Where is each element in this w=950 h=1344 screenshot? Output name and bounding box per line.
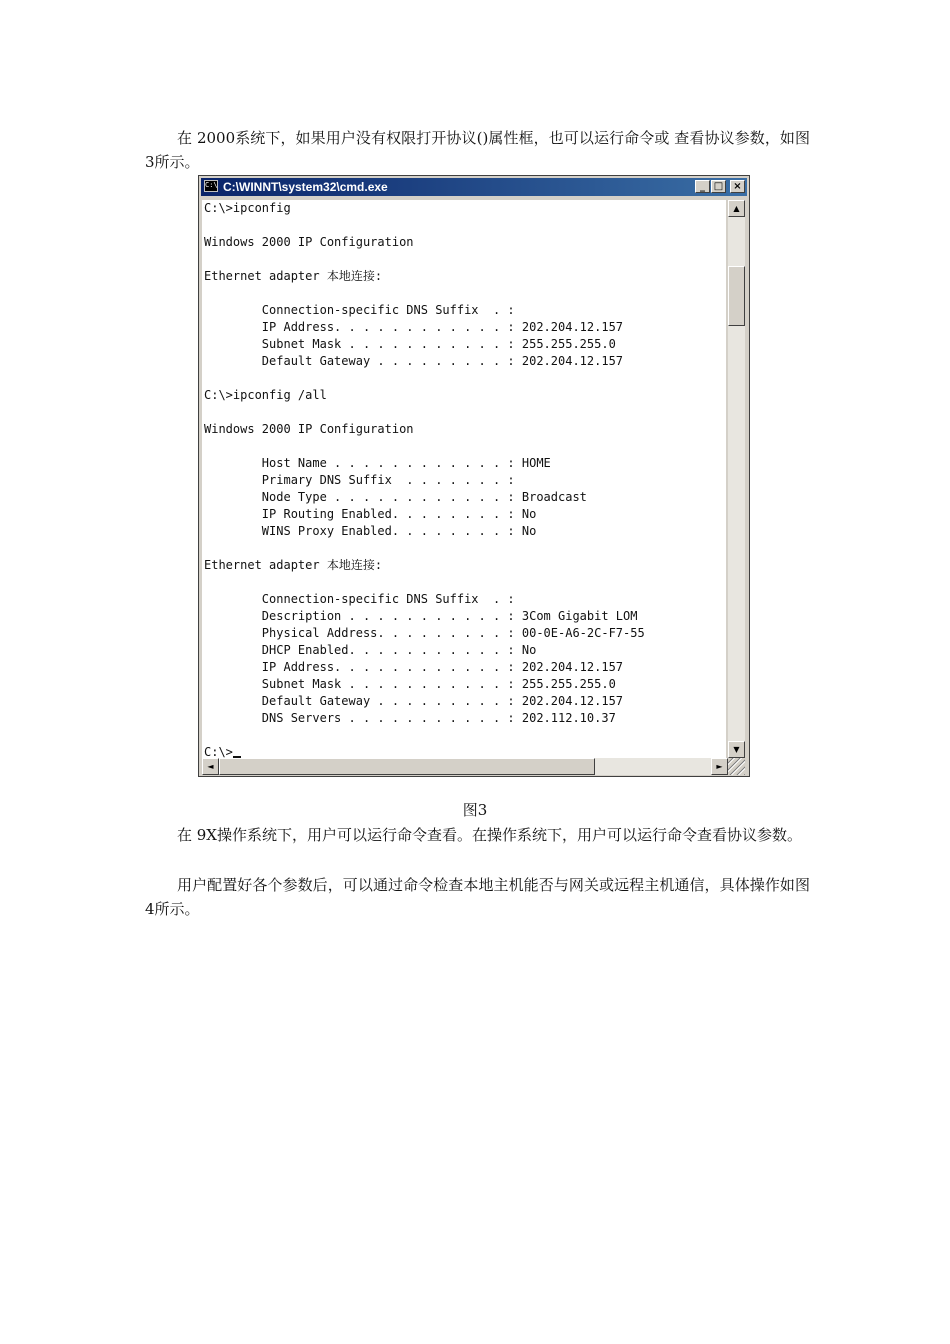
console-line <box>202 370 726 387</box>
horizontal-scroll-thumb[interactable] <box>219 758 595 775</box>
body-paragraph-ping: 用户配置好各个参数后，可以通过命令检查本地主机能否与网关或远程主机通信，具体操作如图4所示。 <box>145 876 810 918</box>
console-line: WINS Proxy Enabled. . . . . . . . : No <box>204 524 537 538</box>
figure-caption: 图3 <box>462 801 488 819</box>
console-output[interactable] <box>202 200 726 758</box>
cmd-window-screenshot <box>198 175 750 777</box>
console-line <box>202 285 726 302</box>
console-line: Physical Address. . . . . . . . . : 00-0E-A6-2C-F7-55 <box>204 626 645 640</box>
console-line: C:\> <box>202 744 726 758</box>
console-line <box>202 574 726 591</box>
console-line: Ethernet adapter 本地连接: <box>204 558 383 572</box>
console-line: Subnet Mask . . . . . . . . . . . : 255.255.255.0 <box>204 337 616 351</box>
window-title: C:\WINNT\system32\cmd.exe <box>223 180 388 194</box>
console-line: Connection-specific DNS Suffix . : <box>204 592 515 606</box>
console-line: Host Name . . . . . . . . . . . . : HOME <box>204 456 551 470</box>
cmd-app-icon: C:\ <box>204 180 218 192</box>
console-line <box>202 217 726 234</box>
close-button[interactable]: × <box>730 180 745 193</box>
minimize-button[interactable]: _ <box>695 180 710 193</box>
console-line: Windows 2000 IP Configuration <box>204 422 414 436</box>
intro-paragraph: 在 2000系统下，如果用户没有权限打开协议()属性框，也可以运行命令或 查看协议参数，如图3所示。 <box>145 129 810 171</box>
console-line: Ethernet adapter 本地连接: <box>204 269 383 283</box>
vertical-scroll-thumb[interactable] <box>728 266 745 326</box>
console-line: Default Gateway . . . . . . . . . : 202.204.12.157 <box>204 354 624 368</box>
body-paragraph-9x: 在 9X操作系统下，用户可以运行命令查看。在操作系统下，用户可以运行命令查看协议参数。 <box>177 826 802 844</box>
console-line: Subnet Mask . . . . . . . . . . . : 255.255.255.0 <box>204 677 616 691</box>
console-line: Node Type . . . . . . . . . . . . : Broadcast <box>204 490 587 504</box>
console-line: DHCP Enabled. . . . . . . . . . . : No <box>204 643 537 657</box>
console-line: Primary DNS Suffix . . . . . . . : <box>204 473 515 487</box>
console-line: Default Gateway . . . . . . . . . : 202.204.12.157 <box>204 694 624 708</box>
console-line: Description . . . . . . . . . . . : 3Com Gigabit LOM <box>204 609 638 623</box>
console-line: C:\>ipconfig <box>204 201 291 215</box>
console-line <box>202 727 726 744</box>
horizontal-scrollbar[interactable] <box>202 758 728 775</box>
console-line: IP Routing Enabled. . . . . . . . : No <box>204 507 537 521</box>
console-line: Windows 2000 IP Configuration <box>204 235 414 249</box>
console-line: Connection-specific DNS Suffix . : <box>204 303 515 317</box>
scroll-right-button[interactable]: ► <box>711 758 728 775</box>
console-line: IP Address. . . . . . . . . . . . : 202.204.12.157 <box>204 660 624 674</box>
scroll-up-button[interactable]: ▲ <box>728 200 745 217</box>
resize-grip[interactable] <box>728 758 745 775</box>
console-line <box>202 404 726 421</box>
vertical-scrollbar[interactable] <box>728 200 745 758</box>
window-titlebar <box>201 178 747 196</box>
scroll-left-button[interactable]: ◄ <box>202 758 219 775</box>
console-line: C:\>ipconfig /all <box>204 388 327 402</box>
console-line <box>202 540 726 557</box>
maximize-button[interactable]: □ <box>711 180 726 193</box>
console-line: IP Address. . . . . . . . . . . . : 202.204.12.157 <box>204 320 624 334</box>
console-line: DNS Servers . . . . . . . . . . . : 202.112.10.37 <box>204 711 616 725</box>
scroll-down-button[interactable]: ▼ <box>728 741 745 758</box>
console-line <box>202 438 726 455</box>
console-line <box>202 251 726 268</box>
